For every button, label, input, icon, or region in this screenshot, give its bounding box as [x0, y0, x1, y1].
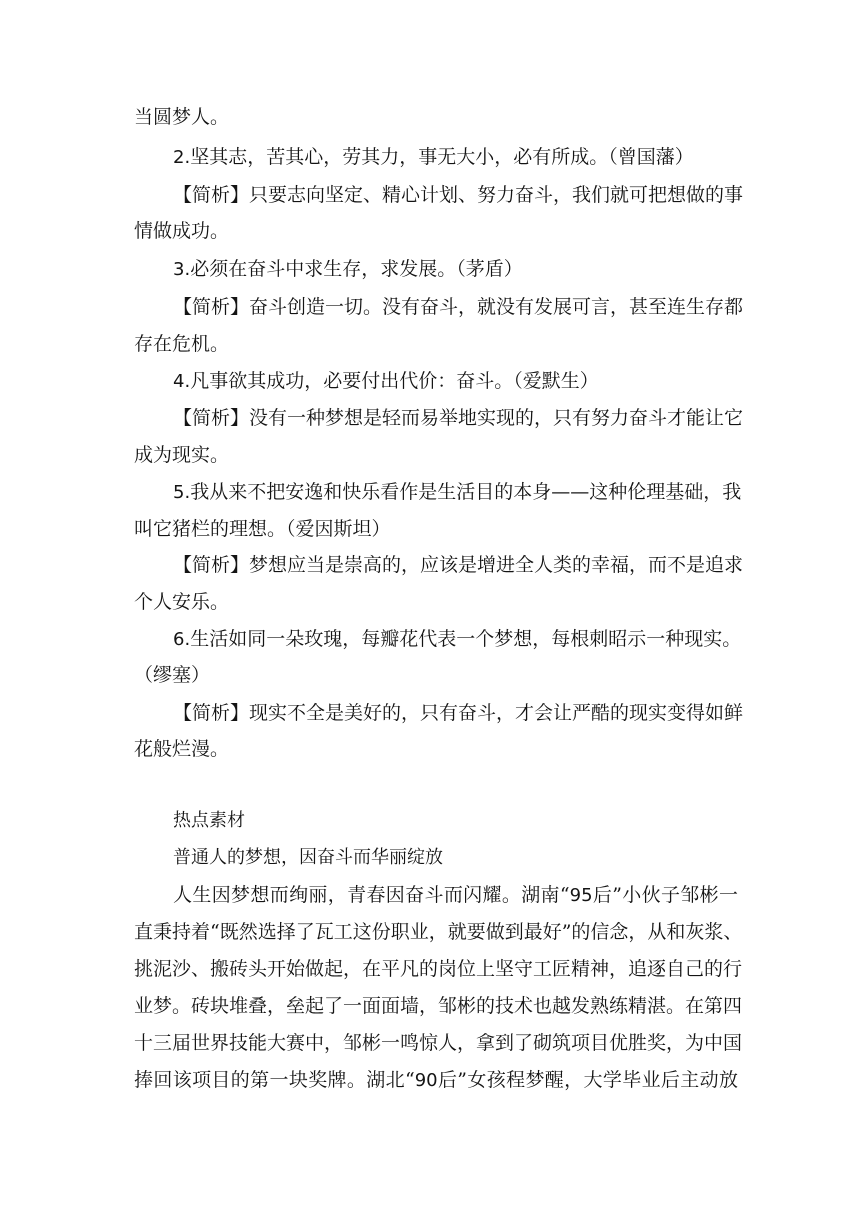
analysis-4-line-2	[134, 440, 738, 470]
quote-text: 我从来不把安逸和快乐看作是生活目的本身——这种伦理基础，我	[190, 481, 742, 503]
text-line: 当圆梦人。	[134, 106, 230, 128]
quote-number: 2.	[173, 147, 191, 168]
analysis-text: 【简析】梦想应当是崇高的，应该是增进全人类的幸福，而不是追求	[173, 554, 744, 576]
analysis-text: 个人安乐。	[134, 591, 230, 613]
analysis-text: 存在危机。	[134, 333, 230, 355]
analysis-text: 【简析】没有一种梦想是轻而易举地实现的，只有努力奋斗才能让它	[173, 407, 744, 429]
story-line-4	[134, 991, 743, 1021]
analysis-5-line-1	[173, 550, 744, 580]
quote-2	[173, 142, 738, 172]
analysis-2-line-1	[173, 180, 744, 210]
quote-4	[173, 366, 738, 396]
quote-text: 必须在奋斗中求生存，求发展。（茅盾）	[190, 258, 523, 280]
story-subtitle	[173, 843, 738, 873]
story-line-1	[173, 880, 738, 910]
analysis-6-line-1	[173, 698, 744, 728]
story-text: 捧回该项目的第一块奖牌。湖北“	[134, 1069, 415, 1091]
analysis-text: 【简析】只要志向坚定、精心计划、努力奋斗，我们就可把想做的事	[173, 184, 744, 206]
quote-text: 生活如同一朵玫瑰，每瓣花代表一个梦想，每根刺昭示一种现实。	[190, 628, 742, 650]
analysis-text: 成为现实。	[134, 444, 230, 466]
analysis-6-line-2	[134, 734, 738, 764]
analysis-4-line-1	[173, 403, 744, 433]
story-text: 十三届世界技能大赛中，邹彬一鸣惊人，拿到了砌筑项目优胜奖，为中国	[134, 1032, 743, 1054]
quote-5-line-1	[173, 477, 742, 507]
analysis-text: 情做成功。	[134, 220, 230, 242]
story-text: 后”女孩程梦醒，大学毕业后主动放	[437, 1069, 738, 1091]
analysis-3-line-1	[173, 292, 744, 322]
story-text: 业梦。砖块堆叠，垒起了一面面墙，邹彬的技术也越发熟练精湛。在第四	[134, 995, 743, 1017]
analysis-2-line-2	[134, 216, 738, 246]
analysis-text: 【简析】现实不全是美好的，只有奋斗，才会让严酷的现实变得如鲜	[173, 702, 744, 724]
story-text: 直秉持着“既然选择了瓦工这份职业，就要做到最好”的信念，从和灰浆、	[134, 921, 743, 943]
quote-6-line-1	[173, 624, 742, 654]
quote-6-line-2	[134, 660, 738, 690]
story-text: 人生因梦想而绚丽，青春因奋斗而闪耀。湖南“	[173, 884, 570, 906]
story-line-6	[134, 1065, 738, 1095]
analysis-3-line-2	[134, 329, 738, 359]
quote-text: 坚其志，苦其心，劳其力，事无大小，必有所成。（曾国藩）	[190, 146, 694, 168]
paragraph-line	[134, 102, 738, 132]
story-text: 后”小伙子邹彬一	[592, 884, 739, 906]
quote-5-line-2	[134, 514, 738, 544]
section-title	[173, 806, 738, 836]
quote-number: 5.	[173, 482, 191, 503]
quote-text: （缪塞）	[134, 664, 211, 686]
story-subtitle-text: 普通人的梦想，因奋斗而华丽绽放	[173, 847, 443, 868]
story-line-3	[134, 954, 743, 984]
section-title-text: 热点素材	[173, 810, 245, 831]
story-line-5	[134, 1028, 743, 1058]
story-number: 90	[414, 1070, 438, 1091]
story-text: 挑泥沙、搬砖头开始做起，在平凡的岗位上坚守工匠精神，追逐自己的行	[134, 958, 743, 980]
quote-number: 6.	[173, 629, 191, 650]
quote-text: 叫它猪栏的理想。（爱因斯坦）	[134, 518, 391, 540]
analysis-text: 花般烂漫。	[134, 738, 230, 760]
quote-text: 凡事欲其成功，必要付出代价：奋斗。（爱默生）	[190, 370, 599, 392]
story-line-2	[134, 917, 743, 947]
story-number: 95	[569, 885, 593, 906]
quote-number: 3.	[173, 259, 191, 280]
quote-3	[173, 254, 738, 284]
analysis-text: 【简析】奋斗创造一切。没有奋斗，就没有发展可言，甚至连生存都	[173, 296, 744, 318]
quote-number: 4.	[173, 371, 191, 392]
analysis-5-line-2	[134, 587, 738, 617]
